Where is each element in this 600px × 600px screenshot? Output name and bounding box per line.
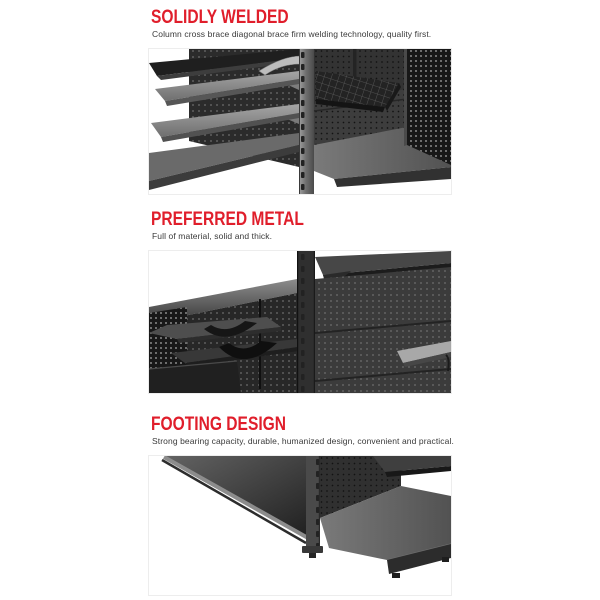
- section-subtitle-preferred-metal: Full of material, solid and thick.: [152, 231, 273, 241]
- shelving-welded-illustration: [149, 49, 451, 194]
- section-title-solidly-welded: SOLIDLY WELDED: [151, 7, 289, 28]
- leveling-foot-side: [442, 557, 449, 562]
- preferred-metal-photo: [148, 250, 452, 394]
- leveling-foot-front: [392, 573, 400, 578]
- upright-column: [299, 49, 314, 194]
- section-title-footing-design: FOOTING DESIGN: [151, 414, 287, 435]
- section-title-preferred-metal: PREFERRED METAL: [151, 209, 304, 230]
- footing-design-photo: [148, 455, 452, 596]
- metal-panels-illustration: [149, 251, 451, 393]
- leveling-foot: [309, 553, 316, 558]
- section-footing-design: [148, 415, 454, 596]
- section-solidly-welded: [148, 8, 454, 195]
- shelving-base-illustration: [149, 456, 451, 595]
- section-subtitle-footing-design: Strong bearing capacity, durable, humanized design, convenient and practical.: [152, 436, 454, 446]
- right-perforated-panels: [315, 267, 451, 393]
- section-subtitle-solidly-welded: Column cross brace diagonal brace firm welding technology, quality first.: [152, 29, 432, 39]
- section-preferred-metal: [148, 210, 454, 394]
- solidly-welded-photo: [148, 48, 452, 195]
- foot-plate: [302, 546, 323, 553]
- slotted-upright: [297, 251, 315, 393]
